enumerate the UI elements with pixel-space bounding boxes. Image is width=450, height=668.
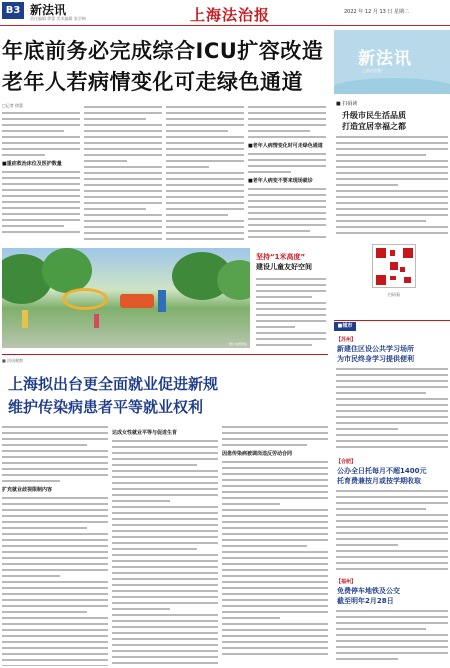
brief-2-body <box>336 490 448 574</box>
lower-subhead-2: 因患传染病被调岗违反劳动合同 <box>222 451 293 457</box>
lead-body-col2 <box>84 106 162 246</box>
lower-section-rule <box>2 354 328 355</box>
pullquote-line1: 坚持“1米高度” <box>256 253 306 261</box>
lead-headline[interactable] <box>2 36 327 98</box>
lead-body-col1 <box>2 112 80 246</box>
lower-subhead-1: 扩充就业歧视限制内容 <box>2 487 53 493</box>
page-number: B3 <box>2 2 24 19</box>
qr-label: 扫码看 <box>388 292 400 297</box>
brief-3-line2: 截至明年2月28日 <box>337 597 394 605</box>
lower-section-tag: ■ 法讯观察 <box>2 358 24 363</box>
brief-1-body <box>336 368 448 454</box>
lower-body-col1 <box>2 426 108 666</box>
brief-1-title[interactable] <box>337 344 414 364</box>
lower-body-col3 <box>222 426 328 666</box>
brief-3-tag: 【福州】 <box>336 579 357 585</box>
sidebar-banner <box>334 30 450 94</box>
sidebar-title-1[interactable] <box>342 110 406 132</box>
brief-1-tag: 【苏州】 <box>336 337 357 343</box>
lead-subhead-3: ■老年人病变不要来现场就诊 <box>248 178 313 184</box>
section-title: 新法讯 <box>30 3 67 17</box>
lead-subhead-1: ■重症救治床位及医护数量 <box>2 161 62 167</box>
lower-headline-line2: 维护传染病患者平等就业权利 <box>8 398 204 416</box>
lead-subhead-2: ■老年人病情变化时可走绿色通道 <box>248 143 323 149</box>
brief-3-body <box>336 610 448 666</box>
brief-3-title[interactable] <box>337 586 400 606</box>
photo-caption: 图片来源网络 <box>228 342 247 346</box>
sidebar-title-1-line1: 升级市民生活品质 <box>342 111 406 120</box>
lower-body-col2 <box>112 426 218 666</box>
qr-code[interactable] <box>372 244 416 288</box>
lead-body-col3 <box>166 106 244 246</box>
brief-2-line1: 公办全日托每月不超1400元 <box>337 467 427 475</box>
lower-subhead-3: 达成女性就业平等与促进生育 <box>112 430 178 436</box>
brief-1-line1: 新建住区设公共学习场所 <box>337 345 414 353</box>
pullquote-line2: 建设儿童友好空间 <box>256 263 312 271</box>
brief-3-line1: 免费停车地铁及公交 <box>337 587 400 595</box>
playground-photo[interactable] <box>2 248 250 348</box>
section-tags: 责任编辑 徐蕾 美术编辑 张学梅 <box>30 16 86 21</box>
lower-headline-line1: 上海拟出台更全面就业促进新规 <box>8 375 219 393</box>
sidebar-body-1 <box>336 136 448 238</box>
lower-headline[interactable] <box>8 373 326 419</box>
brief-1-line2: 为市民终身学习提供便利 <box>337 355 414 363</box>
photo-story-body <box>256 278 326 348</box>
sidebar-title-1-line2: 打造宜居幸福之都 <box>342 122 406 131</box>
brief-2-tag: 【合肥】 <box>336 459 357 465</box>
masthead-logo: 上海法治报 <box>190 6 271 24</box>
city-section-tag: ■城市 <box>334 322 356 331</box>
page-header <box>0 0 450 26</box>
city-rule <box>334 320 450 321</box>
issue-date: 2022 年 12 月 13 日 星期二 <box>344 9 409 15</box>
photo-pullquote <box>256 252 326 272</box>
brief-2-line2: 托育费兼按月或按学期收取 <box>337 477 421 485</box>
lead-headline-line2: 老年人若病情变化可走绿色通道 <box>2 70 303 94</box>
banner-title: 新法讯 <box>358 49 412 69</box>
sidebar-tag-scan: ■ 扫码读 <box>336 101 358 107</box>
lead-byline: □记者 徐蕾 <box>2 103 24 108</box>
brief-2-title[interactable] <box>337 466 426 486</box>
banner-subtitle: 上海法治报 <box>362 68 382 73</box>
lead-headline-line1: 年底前务必完成综合ICU扩容改造 <box>2 39 324 63</box>
lead-body-col4 <box>248 106 326 246</box>
